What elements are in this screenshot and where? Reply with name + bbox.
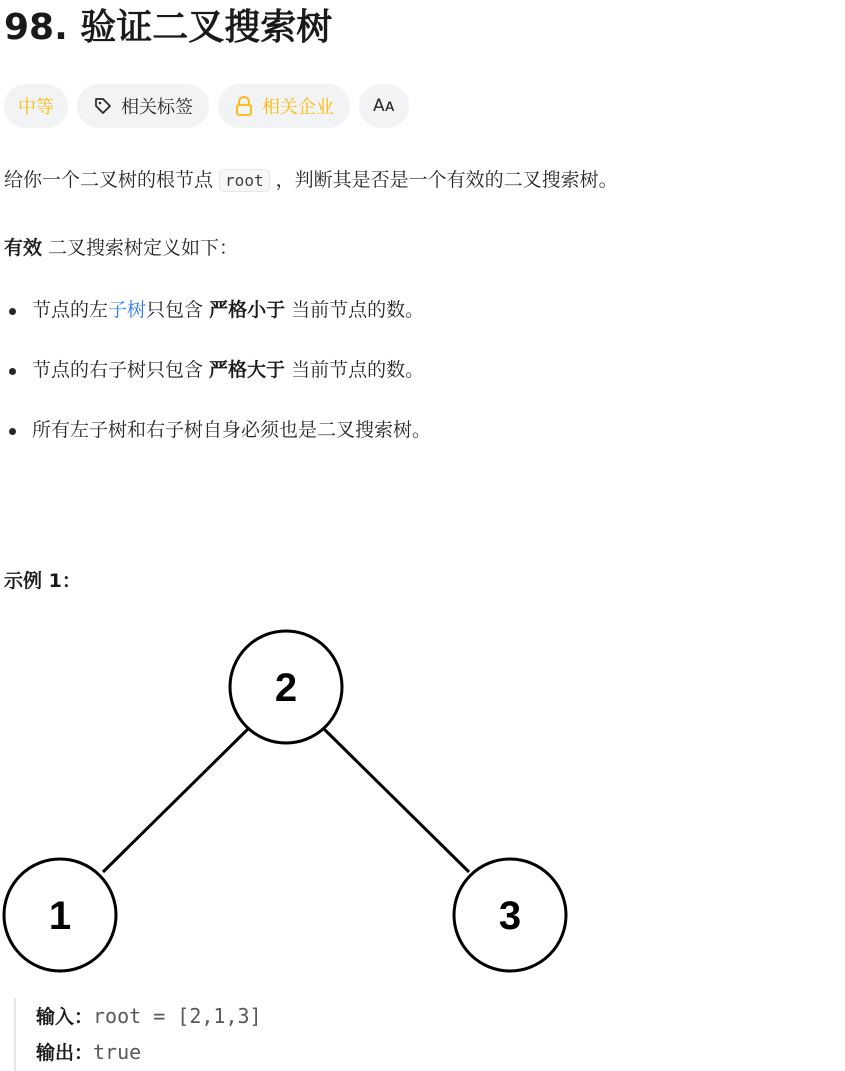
output-value: true <box>93 1040 142 1064</box>
output-label: 输出： <box>36 1042 94 1064</box>
example-output-row <box>36 1034 614 1070</box>
input-label: 输入： <box>36 1006 94 1028</box>
tree-node-1 <box>4 859 116 971</box>
description-paragraph-2: 有效 二叉搜索树定义如下： <box>4 237 239 259</box>
description-paragraph-1: 给你一个二叉树的根节点 root ，判断其是否是一个有效的二叉搜索树。 <box>4 169 618 191</box>
input-value: root = [2,1,3] <box>93 1004 262 1028</box>
example-1-io-block <box>14 998 614 1071</box>
difficulty-badge: 中等 <box>4 84 68 128</box>
translate-button[interactable] <box>359 84 409 128</box>
list-item: 节点的左子树只包含 严格小于 当前节点的数。 <box>0 296 431 324</box>
svg-text:2: 2 <box>274 666 298 710</box>
related-topics-label: 相关标签 <box>121 97 193 118</box>
subtree-link[interactable]: 子树 <box>108 299 147 321</box>
tag-bar <box>4 84 409 128</box>
root-code: root <box>219 169 270 192</box>
list-item: 节点的右子树只包含 严格大于 当前节点的数。 <box>0 356 431 384</box>
bst-rules-list <box>0 296 431 476</box>
tag-icon <box>93 96 113 116</box>
problem-title: 98. 验证二叉搜索树 <box>4 7 333 48</box>
lock-icon <box>234 95 254 117</box>
list-item: 所有左子树和右子树自身必须也是二叉搜索树。 <box>0 416 431 444</box>
tree-node-2 <box>230 631 342 743</box>
related-companies-label: 相关企业 <box>262 97 334 118</box>
tree-node-3 <box>454 859 566 971</box>
tree-edge-2-3 <box>323 728 469 872</box>
svg-text:1: 1 <box>48 894 72 938</box>
related-companies-button[interactable] <box>218 84 350 128</box>
example-input-row <box>36 998 614 1034</box>
example-1-tree-diagram <box>0 628 570 973</box>
svg-text:3: 3 <box>498 894 522 938</box>
related-topics-button[interactable] <box>77 84 209 128</box>
tree-edge-2-1 <box>103 728 249 872</box>
translate-icon: Aᴀ <box>373 96 395 116</box>
example-1-title: 示例 1： <box>4 570 81 592</box>
